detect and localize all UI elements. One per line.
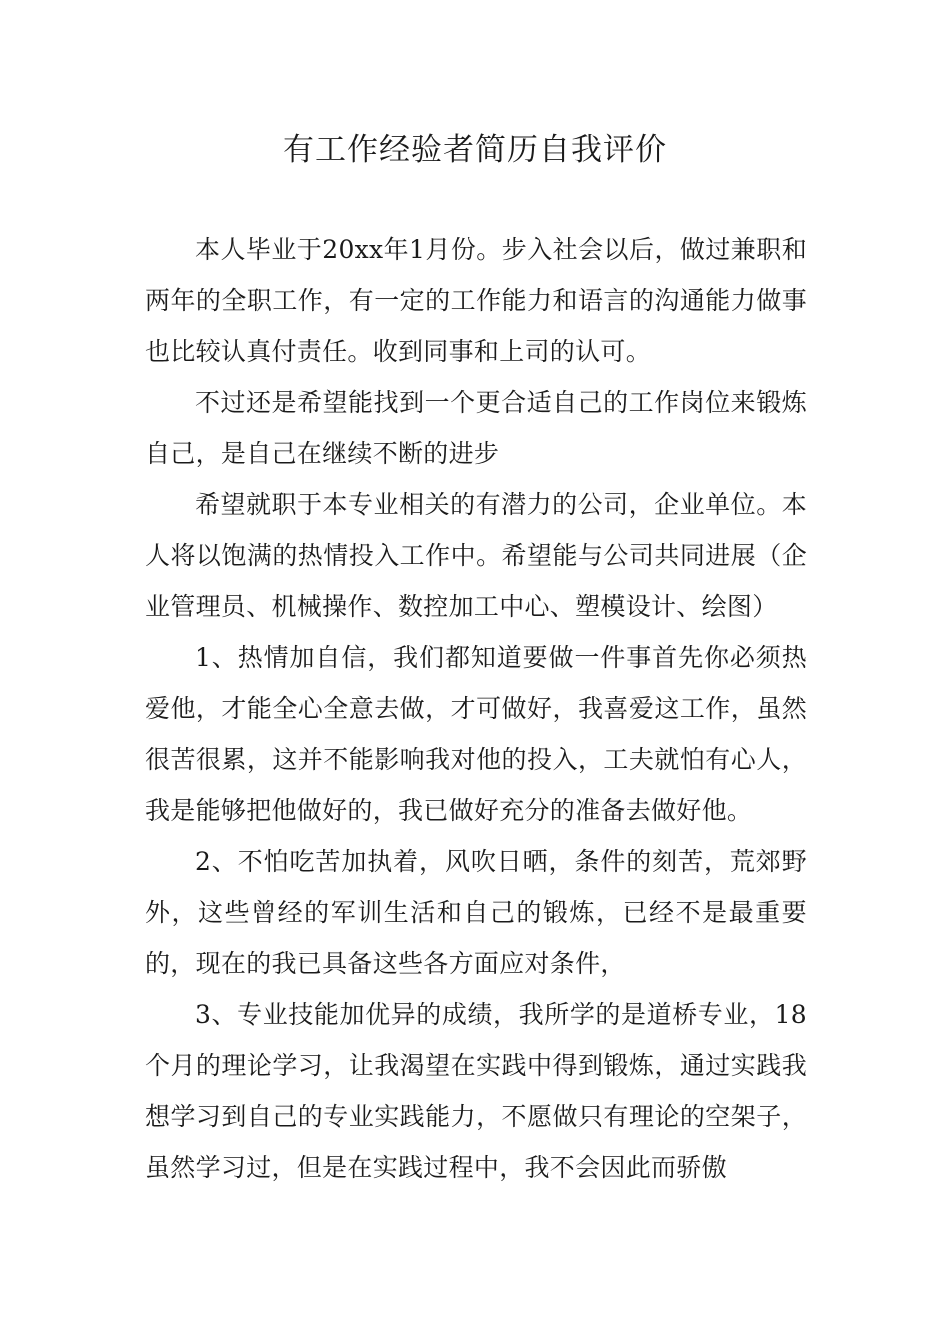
document-title: 有工作经验者简历自我评价 — [283, 132, 667, 168]
paragraph-4: 1、热情加自信，我们都知道要做一件事首先你必须热爱他，才能全心全意去做，才可做好，我喜爱这工作，虽然很苦很累，这并不能影响我对他的投入，工夫就怕有心人，我是能够把他做好的，我已做好充分的准备去做好他。 — [145, 643, 807, 825]
paragraph-6: 3、专业技能加优异的成绩，我所学的是道桥专业，18个月的理论学习，让我渴望在实践中得到锻炼，通过实践我想学习到自己的专业实践能力，不愿做只有理论的空架子，虽然学习过，但是在实践过程中，我不会因此而骄傲 — [145, 1000, 807, 1182]
paragraph-1: 本人毕业于20xx年1月份。步入社会以后，做过兼职和两年的全职工作，有一定的工作能力和语言的沟通能力做事也比较认真付责任。收到同事和上司的认可。 — [145, 235, 807, 366]
document-body — [145, 224, 807, 1193]
paragraph-2: 不过还是希望能找到一个更合适自己的工作岗位来锻炼自己，是自己在继续不断的进步 — [145, 388, 807, 468]
paragraph-5: 2、不怕吃苦加执着，风吹日晒，条件的刻苦，荒郊野外，这些曾经的军训生活和自己的锻炼，已经不是最重要的，现在的我已具备这些各方面应对条件， — [145, 847, 807, 978]
paragraph-3: 希望就职于本专业相关的有潜力的公司，企业单位。本人将以饱满的热情投入工作中。希望能与公司共同进展（企业管理员、机械操作、数控加工中心、塑模设计、绘图） — [145, 490, 807, 621]
